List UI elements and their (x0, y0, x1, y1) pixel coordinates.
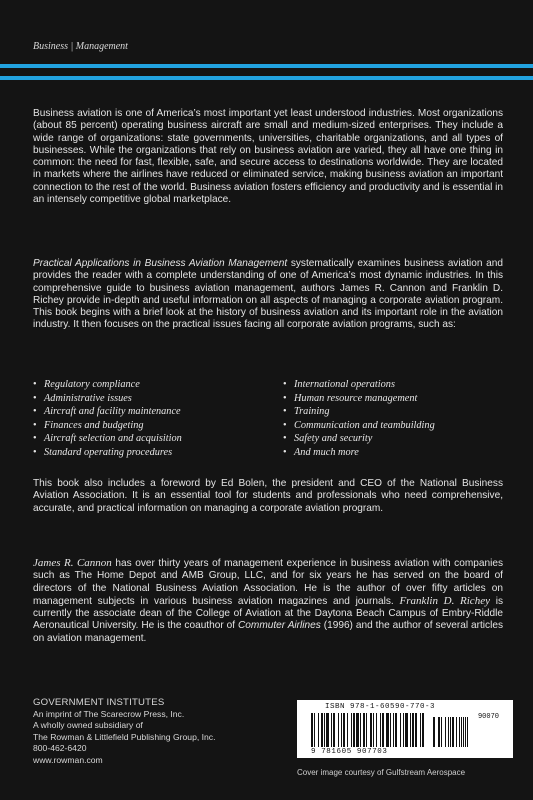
author-name-1: James R. Cannon (33, 557, 112, 569)
topic-item: • Communication and teambuilding (283, 419, 435, 433)
description-paragraph-2 (33, 258, 503, 332)
topic-item: • Regulatory compliance (33, 378, 283, 392)
topic-item: • Training (283, 405, 435, 419)
topic-item: • International operations (283, 378, 435, 392)
publisher-website: www.rowman.com (33, 754, 103, 765)
topic-item: • Safety and security (283, 432, 435, 446)
author-bio-1: has over thirty years of management experience in business aviation with companies such as The Home Depot and AMB Group, LLC, and for six years he has served on the board of directors of the National Business Aviation Association. He is the author of over fifty articles on management subjects in various business aviation magazines and journals. (33, 558, 503, 607)
author-bio-2: is currently the associate dean of the College of Aviation at the Daytona Beach Campus of Embry-Riddle Aeronautical University. He is the coauthor of (33, 595, 504, 632)
topics-right-column (283, 378, 435, 460)
topic-item: • Aircraft selection and acquisition (33, 432, 283, 446)
publisher-imprint: An imprint of The Scarecrow Press, Inc. (33, 708, 185, 719)
topics-list (33, 378, 503, 460)
book-title: Practical Applications in Business Aviation Management (33, 258, 288, 269)
author-bios (33, 557, 503, 645)
cover-credit: Cover image courtesy of Gulfstream Aerospace (297, 768, 466, 777)
description-paragraph-3: This book also includes a foreword by Ed Bolen, the president and CEO of the National Business Aviation Association. It is an essential tool for students and professionals who need comprehensive, accurate, and practical information on managing a corporate aviation program. (33, 478, 503, 514)
barcode-digits: 9 781605 907703 (311, 748, 388, 756)
author-name-2: Franklin D. Richey (399, 594, 490, 607)
publisher-block (33, 697, 215, 767)
isbn-label: ISBN 978-1-60590-770-3 (325, 703, 436, 711)
topic-item: • Aircraft and facility maintenance (33, 405, 283, 419)
topic-item: • And much more (283, 446, 435, 460)
topics-left-column (33, 378, 283, 460)
barcode-icon (311, 713, 501, 747)
isbn-barcode (297, 700, 513, 758)
coauthored-book-title: Commuter Airlines (238, 620, 321, 632)
category-label: Business | Management (33, 41, 128, 52)
accent-band-top (0, 64, 533, 68)
publisher-phone: 800-462-6420 (33, 743, 87, 754)
description-paragraph-2-text: systematically examines business aviation and provides the reader with a complete understanding of one of America’s most dynamic industries. In this comprehensive guide to business aviation management, authors James R. Cannon and Franklin D. Richey provide in-depth and useful information on all aspects of managing a corporate aviation program. This book begins with a brief look at the history of business aviation and its important role in the aviation industry. It then focuses on the practical issues facing all corporate aviation programs, such as: (33, 258, 503, 331)
price-code: 90070 (477, 713, 499, 721)
author-bio-3: (1996) and the author of several articles on aviation management. (33, 620, 504, 644)
publisher-subsidiary: A wholly owned subsidiary of (33, 720, 143, 731)
publisher-parent: The Rowman & Littlefield Publishing Group, Inc. (33, 731, 216, 742)
topic-item: • Finances and budgeting (33, 419, 283, 433)
topic-item: • Standard operating procedures (33, 446, 283, 460)
publisher-name: GOVERNMENT INSTITUTES (33, 697, 165, 708)
description-paragraph-1: Business aviation is one of America’s most important yet least understood industries. Most organizations (about 85 percent) operating business aircraft are small and medium-sized enterprises. They include a wide range of organizations: state governments, universities, charitable organizations, and all types of businesses. While the organizations that rely on business aviation are varied, they all have one thing in common: the need for fast, flexible, safe, and secure access to destinations worldwide. They are located in markets where the airlines have reduced or eliminated service, making business aviation an important connection to the rest of the world. Business aviation fosters efficiency and productivity and is essential in an intensely competitive global marketplace. (33, 108, 503, 206)
topic-item: • Administrative issues (33, 392, 283, 406)
topic-item: • Human resource management (283, 392, 435, 406)
accent-band-bottom (0, 76, 533, 80)
